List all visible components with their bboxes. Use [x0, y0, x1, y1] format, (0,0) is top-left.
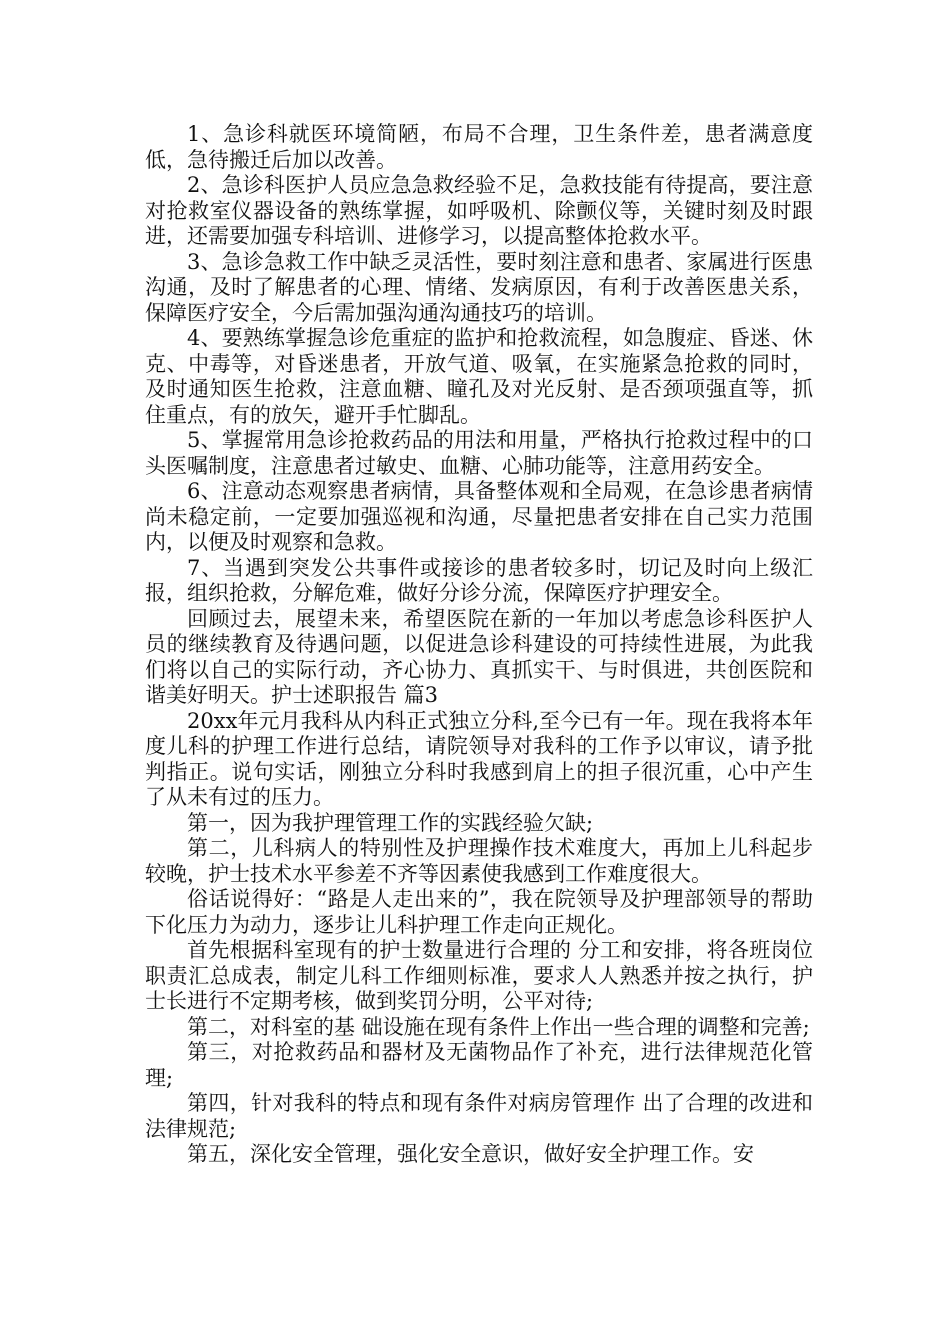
paragraph-saying: 俗话说得好：“路是人走出来的”，我在院领导及护理部领导的帮助下化压力为动力，逐步让儿科护理工作走向正规化。 — [145, 887, 813, 937]
paragraph-second-reason: 第二，儿科病人的特别性及护理操作技术难度大，再加上儿科起步较晚，护士技术水平参差不齐等因素使我感到工作难度很大。 — [145, 836, 813, 886]
paragraph-fifth-measure: 第五，深化安全管理，强化安全意识，做好安全护理工作。安 — [187, 1142, 754, 1166]
paragraph-review: 回顾过去，展望未来，希望医院在新的一年加以考虑急诊科医护人员的继续教育及待遇问题，以促进急诊科建设的可持续性进展，为此我们将以自己的实际行动，齐心协力、真抓实干、与时俱进，共创医院和谐美好明天。护士述职报告 篇3 — [145, 606, 813, 707]
paragraph-item-7: 7、当遇到突发公共事件或接诊的患者较多时，切记及时向上级汇报，组织抢救，分解危难，做好分诊分流，保障医疗护理安全。 — [145, 555, 813, 605]
paragraph-pediatrics-intro: 20xx年元月我科从内科正式独立分科,至今已有一年。现在我将本年度儿科的护理工作进行总结，请院领导对我科的工作予以审议，请予批判指正。说句实话，刚独立分科时我感到肩上的担子很沉重，心中产生了从未有过的压力。 — [145, 708, 813, 809]
paragraph-third-measure: 第三，对抢救药品和器材及无菌物品作了补充，进行法律规范化管理; — [145, 1040, 813, 1090]
paragraph-item-3: 3、急诊急救工作中缺乏灵活性，要时刻注意和患者、家属进行医患沟通，及时了解患者的心理、情绪、发病原因，有利于改善医患关系，保障医疗安全，今后需加强沟通沟通技巧的培训。 — [145, 249, 813, 325]
paragraph-first-reason: 第一，因为我护理管理工作的实践经验欠缺; — [187, 810, 594, 835]
paragraph-item-6: 6、注意动态观察患者病情，具备整体观和全局观，在急诊患者病情尚未稳定前，一定要加强巡视和沟通，尽量把患者安排在自己实力范围内，以便及时观察和急救。 — [145, 479, 813, 554]
document-body — [145, 122, 813, 1168]
paragraph-item-1: 1、急诊科就医环境简陋，布局不合理，卫生条件差，患者满意度低，急待搬迁后加以改善。 — [145, 122, 813, 172]
paragraph-fourth-measure: 第四，针对我科的特点和现有条件对病房管理作 出了合理的改进和法律规范; — [145, 1091, 813, 1141]
paragraph-item-5: 5、掌握常用急诊抢救药品的用法和用量，严格执行抢救过程中的口头医嘱制度，注意患者过敏史、血糖、心肺功能等，注意用药安全。 — [145, 428, 813, 478]
paragraph-item-4: 4、要熟练掌握急诊危重症的监护和抢救流程，如急腹症、昏迷、休克、中毒等，对昏迷患者，开放气道、吸氧，在实施紧急抢救的同时，及时通知医生抢救，注意血糖、瞳孔及对光反射、是否颈项强直等，抓住重点，有的放矢，避开手忙脚乱。 — [145, 326, 813, 427]
paragraph-second-measure: 第二，对科室的基 础设施在现有条件上作出一些合理的调整和完善; — [187, 1014, 810, 1039]
paragraph-first-measure: 首先根据科室现有的护士数量进行合理的 分工和安排，将各班岗位职责汇总成表，制定儿科工作细则标准，要求人人熟悉并按之执行，护士长进行不定期考核，做到奖罚分明，公平对待; — [145, 938, 813, 1013]
paragraph-item-2: 2、急诊科医护人员应急急救经验不足，急救技能有待提高，要注意对抢救室仪器设备的熟练掌握，如呼吸机、除颤仪等，关键时刻及时跟进，还需要加强专科培训、进修学习，以提高整体抢救水平。 — [145, 173, 813, 248]
